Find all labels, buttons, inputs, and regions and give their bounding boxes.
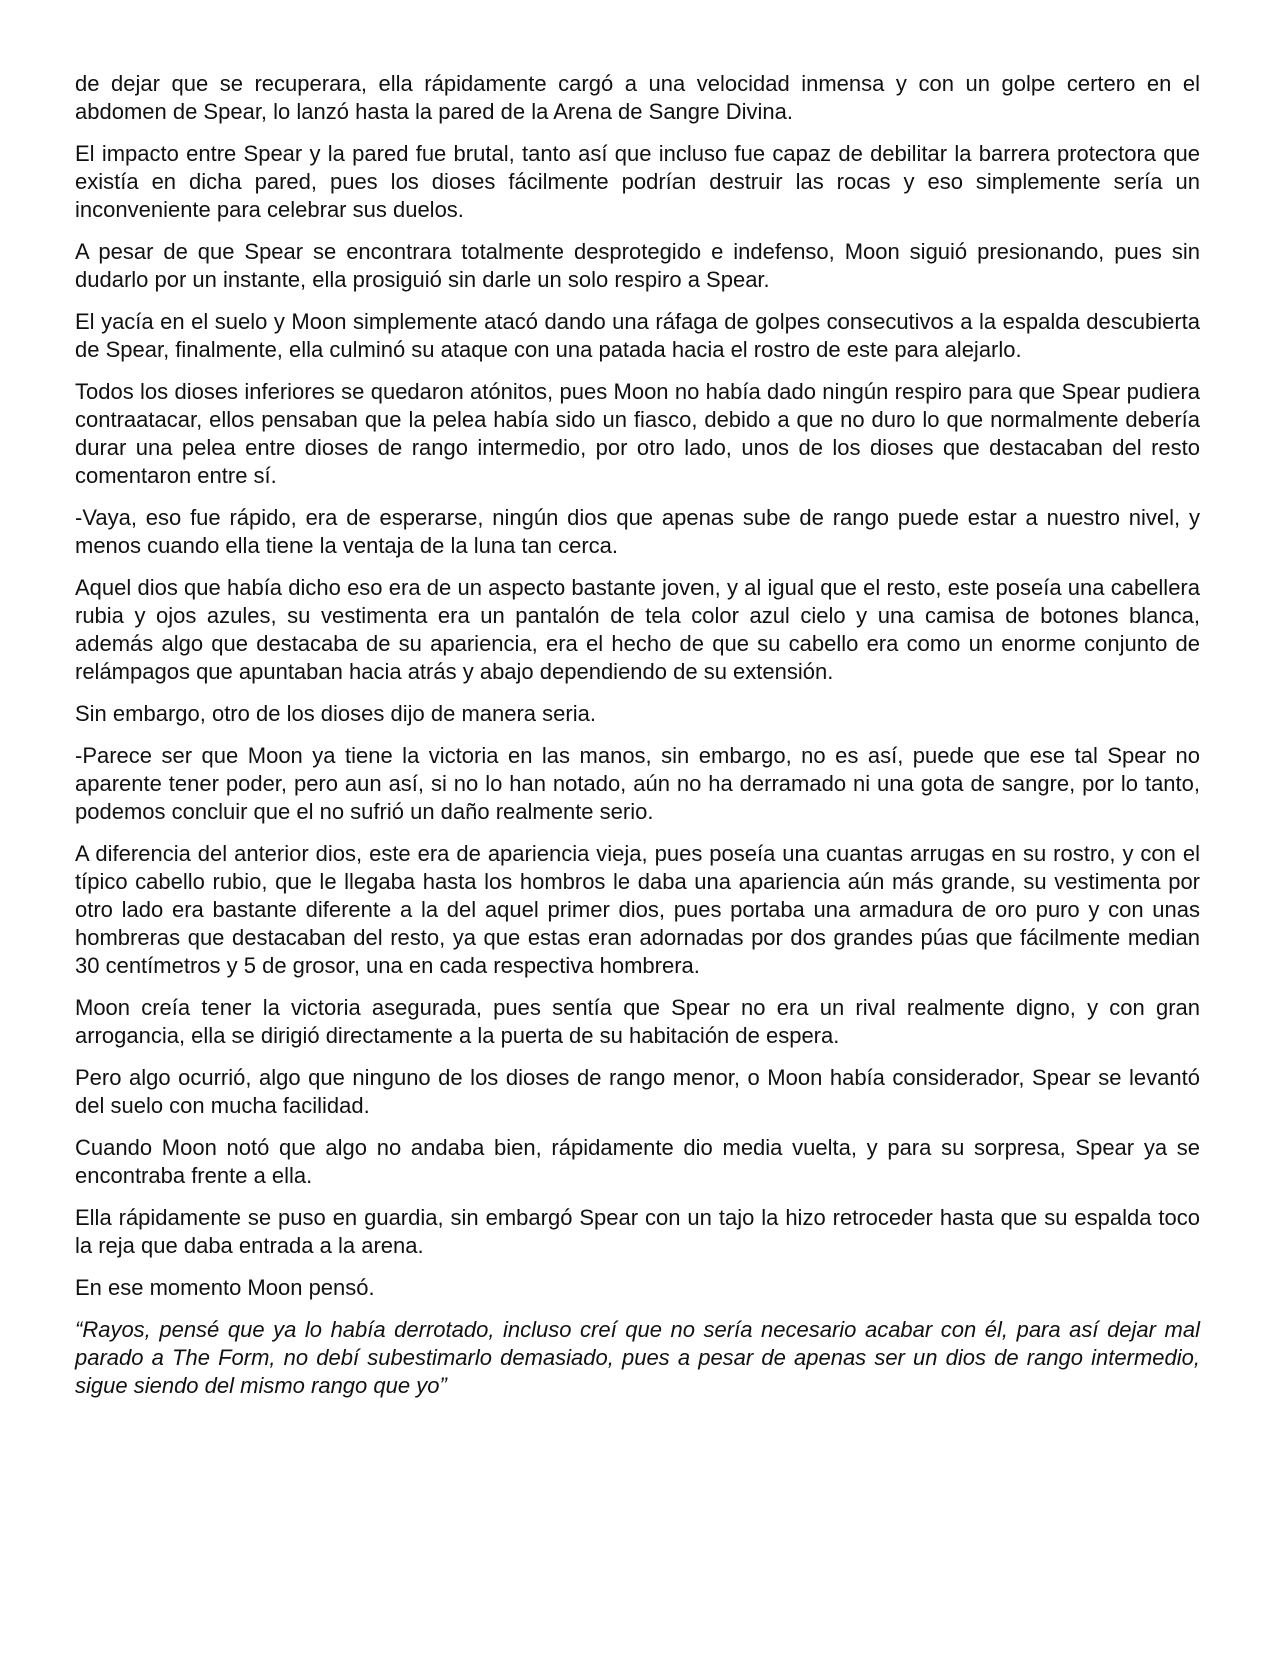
paragraph-16-thought: “Rayos, pensé que ya lo había derrotado, incluso creí que no sería necesario acabar con él, para así dejar mal parado a The Form, no debí subestimarlo demasiado, pues a pesar de apenas ser un dios de rango intermedio, sigue siendo del mismo rango que yo” bbox=[75, 1317, 1200, 1398]
paragraph-10: A diferencia del anterior dios, este era de apariencia vieja, pues poseía una cuantas arrugas en su rostro, y con el típico cabello rubio, que le llegaba hasta los hombros le daba una apariencia aún más grande, su vestimenta por otro lado era bastante diferente a la del aquel primer dios, pues portaba una armadura de oro puro y con unas hombreras que destacaban del resto, ya que estas eran adornadas por dos grandes púas que fácilmente median 30 centímetros y 5 de grosor, una en cada respectiva hombrera. bbox=[75, 841, 1200, 978]
paragraph-11: Moon creía tener la victoria asegurada, pues sentía que Spear no era un rival realmente digno, y con gran arrogancia, ella se dirigió directamente a la puerta de su habitación de espera. bbox=[75, 995, 1200, 1048]
paragraph-1: de dejar que se recuperara, ella rápidamente cargó a una velocidad inmensa y con un golpe certero en el abdomen de Spear, lo lanzó hasta la pared de la Arena de Sangre Divina. bbox=[75, 71, 1200, 124]
paragraph-9: -Parece ser que Moon ya tiene la victoria en las manos, sin embargo, no es así, puede que ese tal Spear no aparente tener poder, pero aun así, si no lo han notado, aún no ha derramado ni una gota de sangre, por lo tanto, podemos concluir que el no sufrió un daño realmente serio. bbox=[75, 743, 1200, 824]
paragraph-7: Aquel dios que había dicho eso era de un aspecto bastante joven, y al igual que el resto, este poseía una cabellera rubia y ojos azules, su vestimenta era un pantalón de tela color azul cielo y una camisa de botones blanca, además algo que destacaba de su apariencia, era el hecho de que su cabello era como un enorme conjunto de relámpagos que apuntaban hacia atrás y abajo dependiendo de su extensión. bbox=[75, 575, 1200, 684]
paragraph-12: Pero algo ocurrió, algo que ninguno de los dioses de rango menor, o Moon había considerador, Spear se levantó del suelo con mucha facilidad. bbox=[75, 1065, 1200, 1118]
paragraph-8: Sin embargo, otro de los dioses dijo de manera seria. bbox=[75, 701, 596, 726]
paragraph-4: El yacía en el suelo y Moon simplemente atacó dando una ráfaga de golpes consecutivos a la espalda descubierta de Spear, finalmente, ella culminó su ataque con una patada hacia el rostro de este para alejarlo. bbox=[75, 309, 1200, 362]
paragraph-14: Ella rápidamente se puso en guardia, sin embargó Spear con un tajo la hizo retroceder hasta que su espalda toco la reja que daba entrada a la arena. bbox=[75, 1205, 1200, 1258]
paragraph-15: En ese momento Moon pensó. bbox=[75, 1275, 375, 1300]
paragraph-3: A pesar de que Spear se encontrara totalmente desprotegido e indefenso, Moon siguió presionando, pues sin dudarlo por un instante, ella prosiguió sin darle un solo respiro a Spear. bbox=[75, 239, 1200, 292]
paragraph-5: Todos los dioses inferiores se quedaron atónitos, pues Moon no había dado ningún respiro para que Spear pudiera contraatacar, ellos pensaban que la pelea había sido un fiasco, debido a que no duro lo que normalmente debería durar una pelea entre dioses de rango intermedio, por otro lado, unos de los dioses que destacaban del resto comentaron entre sí. bbox=[75, 379, 1200, 488]
paragraph-6: -Vaya, eso fue rápido, era de esperarse, ningún dios que apenas sube de rango puede estar a nuestro nivel, y menos cuando ella tiene la ventaja de la luna tan cerca. bbox=[75, 505, 1200, 558]
paragraph-2: El impacto entre Spear y la pared fue brutal, tanto así que incluso fue capaz de debilitar la barrera protectora que existía en dicha pared, pues los dioses fácilmente podrían destruir las rocas y eso simplemente sería un inconveniente para celebrar sus duelos. bbox=[75, 141, 1200, 222]
paragraph-13: Cuando Moon notó que algo no andaba bien, rápidamente dio media vuelta, y para su sorpresa, Spear ya se encontraba frente a ella. bbox=[75, 1135, 1200, 1188]
document-body bbox=[75, 70, 1200, 1414]
